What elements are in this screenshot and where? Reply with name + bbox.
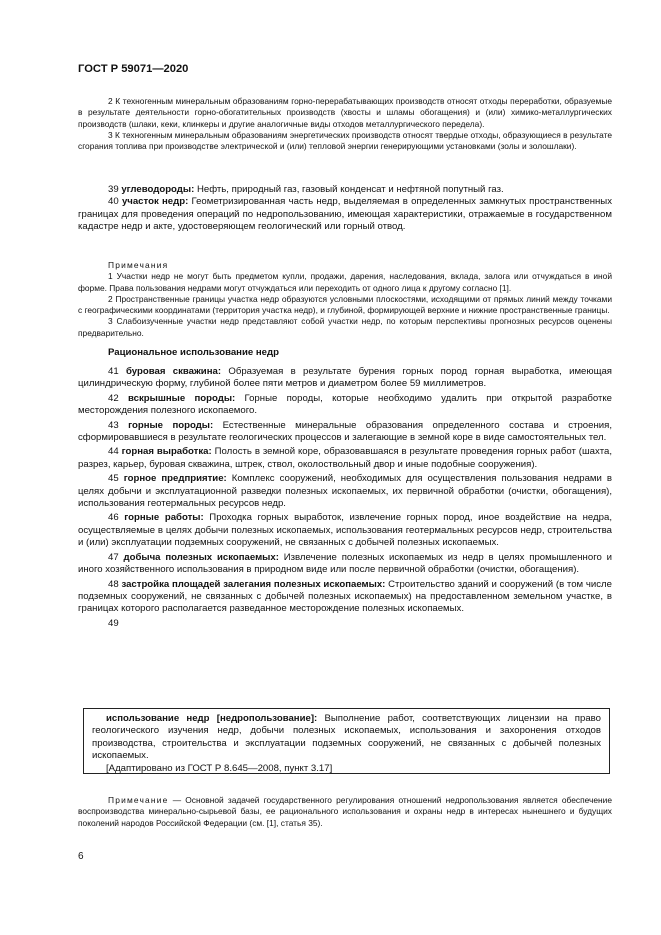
note-item: 3 К техногенным минеральным образованиям энергетических производств относят твердые отходы, образующиеся в результате сгорания топлива при производстве электрической и (или) тепловой энергии генерирующими установками (золы и золошлаки). (78, 129, 612, 152)
document-header: ГОСТ Р 59071—2020 (78, 63, 189, 75)
term-entry (78, 512, 612, 549)
top-notes (78, 96, 612, 152)
bottom-note-text: Основной задачей государственного регулирования отношений недропользования является обеспечение воспроизводства минерально-сырьевой базы, ее рационального использования и охраны недр в интересах нынешнего и будущих поколений народов Российской Федерации (см. [1], статья 35). (78, 795, 612, 828)
term-number: 44 (108, 446, 119, 458)
note-item: 3 Слабоизученные участки недр представляют собой участки недр, по которым перспективы прогнозных ресурсов оценены предварительно. (78, 316, 612, 338)
section-title: Рациональное использование недр (108, 347, 279, 358)
term-entry (78, 366, 612, 391)
term-number: 43 (108, 419, 119, 431)
term-entry (92, 713, 601, 763)
term-definition: Полость в земной коре, образовавшаяся в результате проведения горных работ (шахта, разрез, карьер, буровая скважина, штрек, ствол, околоствольный двор и иные подобные сооружения). (78, 446, 612, 470)
term-definition: Извлечение полезных ископаемых из недр в целях промышленного и иного хозяйственного использования в природном виде или после первичной обработки (очистки, обогащения). (78, 551, 613, 576)
term-name: застройка площадей залегания полезных ископаемых: (121, 578, 386, 590)
term-definition: Выполнение работ, соответствующих лицензии на право геологического изучения недр, добычи полезных ископаемых, использования и захоронения отходов производства, строительства и эксплуатации подземных сооружений, не связанных с добычей полезных ископаемых. (92, 713, 601, 762)
term-name: буровая скважина: (126, 366, 222, 377)
term-definition: Естественные минеральные образования определенного состава и строения, сформировавшиеся в результате геологических процессов и залегающие в земной коре в виде самостоятельных тел. (78, 419, 612, 444)
note-item: 2 Пространственные границы участка недр образуются условными плоскостями, исходящими от прямых линий между точками с географическими координатами (территория участка недр), и глубиной, формирующей верхние и нижние пространственные границы. (78, 293, 612, 316)
term-definition: Комплекс сооружений, необходимых для осуществления пользования недрами в целях добычи и эксплуатационной разведки полезных ископаемых, их первичной обработки (очистки, обогащения), использования геотермальных ресурсов недр. (78, 473, 613, 510)
bottom-note-label: Примечание (108, 795, 169, 805)
term-name: горные породы: (128, 419, 214, 431)
term-number: 45 (108, 473, 119, 485)
term-definition: Горные породы, которые необходимо удалить при открытой разработке месторождения полезного ископаемого. (78, 392, 613, 417)
term-number: 42 (108, 392, 119, 404)
term-definition: Строительство зданий и сооружений (в том числе подземных сооружений, не связанных с добычей полезных ископаемых) на предоставленном земельном участке, в границах которого располагается разведанное месторождение полезных ископаемых. (78, 578, 612, 615)
term-name: горная выработка: (121, 446, 212, 458)
note-item: 1 Участки недр не могут быть предметом купли, продажи, дарения, наследования, вклада, залога или отчуждаться в иной форме. Права пользования недрами могут отчуждаться или переходить от одного лица к другому согласно [1]. (78, 271, 612, 293)
term-definition: Геометризированная часть недр, выделяемая в определенных замкнутых пространственных границах для проведения операций по недропользованию, имеющая характеристики, отражаемые в государственном кадастре недр и акте, удостоверяющем геологический или горный отвод. (78, 196, 612, 233)
term-name: горные работы: (124, 512, 204, 524)
term-entry (78, 473, 612, 510)
term-name: участок недр: (121, 196, 189, 208)
term-name: горное предприятие: (123, 473, 227, 485)
terms-group-b (78, 366, 612, 630)
term-name: добыча полезных ископаемых: (123, 551, 279, 563)
term-number: 46 (108, 512, 119, 524)
term-entry (78, 446, 612, 471)
term-number-49: 49 (108, 617, 119, 629)
term-49-content (84, 709, 609, 775)
term-definition: Образуемая в результате бурения горных пород горная выработка, имеющая цилиндрическую форму, глубиной более пяти метров и диаметром более 59 миллиметров. (78, 366, 613, 390)
term-entry (78, 393, 612, 418)
terms-group-a (78, 184, 612, 234)
term-number: 39 (108, 184, 119, 195)
term-number: 40 (108, 196, 119, 208)
page-number: 6 (78, 851, 84, 862)
term-entry (78, 196, 612, 233)
term-name: вскрышные породы: (128, 392, 236, 404)
bottom-note-dash: — (168, 795, 186, 805)
term-entry (78, 184, 612, 196)
notes-block (78, 260, 612, 339)
term-definition: Нефть, природный газ, газовый конденсат и нефтяной попутный газ. (196, 184, 504, 195)
bottom-note-paragraph (78, 795, 612, 829)
term-name: использование недр [недропользование]: (106, 713, 318, 724)
term-number: 41 (108, 366, 119, 377)
term-entry (78, 420, 612, 445)
bottom-note (78, 795, 612, 829)
section-title-wrap (78, 347, 612, 359)
term-name: углеводороды: (121, 184, 195, 195)
term-source: [Адаптировано из ГОСТ Р 8.645—2008, пункт 3.17] (106, 762, 333, 774)
term-number: 47 (108, 551, 119, 563)
notes-title: Примечания (108, 260, 169, 270)
term-entry (78, 579, 612, 616)
term-number: 48 (108, 578, 119, 590)
note-item: 2 К техногенным минеральным образованиям горно-перерабатывающих производств относят отходы переработки, образуемые в результате деятельности горно-обогатительных производств (хвосты и шламы обогащения) и (или) химико-металлургических производств (шлаки, кеки, клинкеры и другие аналогичные виды отходов металлургического передела). (78, 96, 612, 129)
term-49-box (83, 708, 610, 774)
term-definition: Проходка горных выработок, извлечение горных пород, иное воздействие на недра, осуществляемые в целях добычи полезных ископаемых, использования геотермальных ресурсов недр, строительства и (или) эксплуатации подземных сооружений, не связанных с добычей полезных ископаемых. (78, 512, 612, 549)
term-entry (78, 552, 612, 577)
